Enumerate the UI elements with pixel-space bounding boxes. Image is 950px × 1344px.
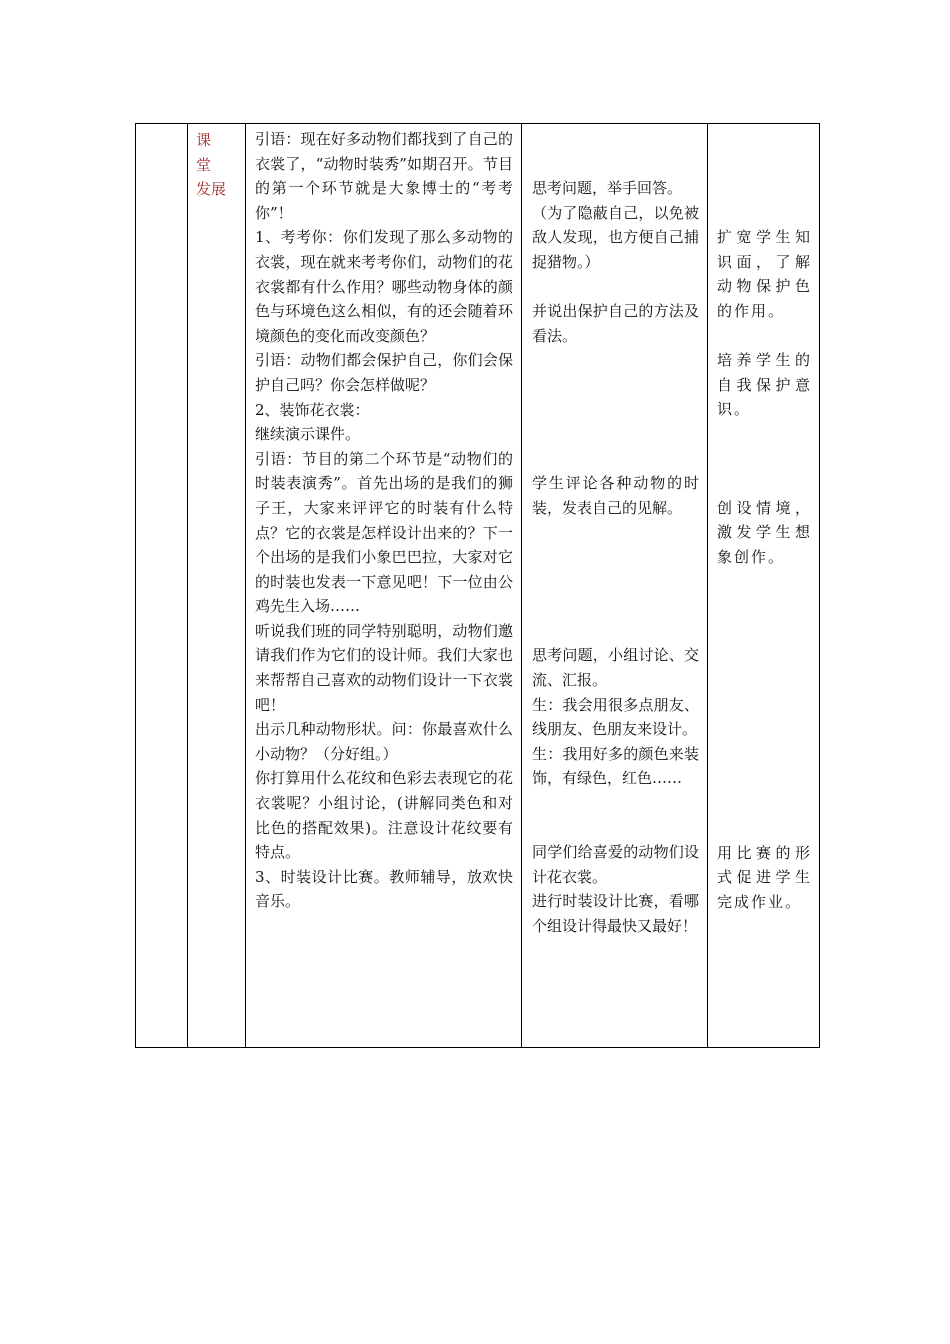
stage-cell	[188, 124, 246, 1048]
teacher-paragraph: 继续演示课件。	[255, 425, 361, 444]
student-paragraph: 同学们给喜爱的动物们设计花衣裳。	[532, 843, 699, 886]
design-intent-cell	[708, 124, 820, 1048]
table-row	[136, 124, 820, 1048]
teacher-paragraph: 你打算用什么花纹和色彩去表现它的花衣裳呢？小组讨论，(讲解同类色和对比色的搭配效果)。注意设计花纹要有特点。	[255, 769, 513, 862]
blank-column-cell	[136, 124, 188, 1048]
teacher-paragraph: 引语：现在好多动物们都找到了自己的衣裳了，“动物时装秀”如期召开。节目的第一个环节就是大象博士的“考考你”！	[255, 130, 513, 222]
student-paragraph: 进行时装设计比赛，看哪个组设计得最快又最好！	[532, 892, 699, 935]
student-paragraph: 并说出保护自己的方法及看法。	[532, 301, 699, 345]
teacher-paragraph: 2、装饰花衣裳：	[255, 400, 370, 419]
student-paragraph: 生：我用好多的颜色来装饰，有绿色，红色……	[532, 744, 699, 788]
teacher-paragraph: 3、时装设计比赛。教师辅导，放欢快音乐。	[255, 867, 513, 911]
student-activity-cell	[522, 124, 708, 1048]
student-paragraph: 思考问题，举手回答。	[532, 179, 683, 197]
intent-paragraph: 用比赛的形式促进学生完成作业。	[717, 843, 812, 911]
teacher-paragraph: 出示几种动物形状。问：你最喜欢什么小动物？（分好组。）	[255, 720, 513, 763]
intent-paragraph: 培养学生的自我保护意识。	[717, 350, 812, 419]
teacher-paragraph: 引语：节目的第二个环节是“动物们的时装表演秀”。首先出场的是我们的狮子王，大家来评评它的时装有什么特点？它的衣裳是怎样设计出来的？下一个出场的是我们小象巴巴拉，大家对它的时装也发表一下意见吧！下一位由公鸡先生入场……	[255, 449, 513, 616]
teacher-paragraph: 1、考考你：你们发现了那么多动物的衣裳，现在就来考考你们，动物们的花衣裳都有什么作用？哪些动物身体的颜色与环境色这么相似，有的还会随着环境颜色的变化而改变颜色？	[255, 228, 513, 345]
teacher-activity-cell	[246, 124, 522, 1048]
student-paragraph: 生：我会用很多点朋友、线朋友、色朋友来设计。	[532, 695, 699, 739]
teacher-paragraph: 听说我们班的同学特别聪明，动物们邀请我们作为它们的设计师。我们大家也来帮帮自己喜欢的动物们设计一下衣裳吧！	[255, 621, 513, 714]
student-paragraph: （为了隐蔽自己，以免被敌人发现，也方便自己捕捉猎物。）	[532, 203, 699, 271]
teacher-paragraph: 引语：动物们都会保护自己，你们会保护自己吗？你会怎样做呢？	[255, 351, 513, 394]
lesson-plan-table	[135, 123, 820, 1048]
intent-paragraph: 创设情境，激发学生想象创作。	[717, 498, 812, 566]
stage-label-line1: 课 堂	[196, 131, 217, 174]
student-paragraph: 学生评论各种动物的时装，发表自己的见解。	[532, 474, 699, 517]
student-paragraph: 思考问题，小组讨论、交流、汇报。	[532, 646, 699, 689]
stage-label-line2: 发展	[196, 180, 227, 199]
intent-paragraph: 扩宽学生知识面，了解动物保护色的作用。	[717, 228, 812, 320]
